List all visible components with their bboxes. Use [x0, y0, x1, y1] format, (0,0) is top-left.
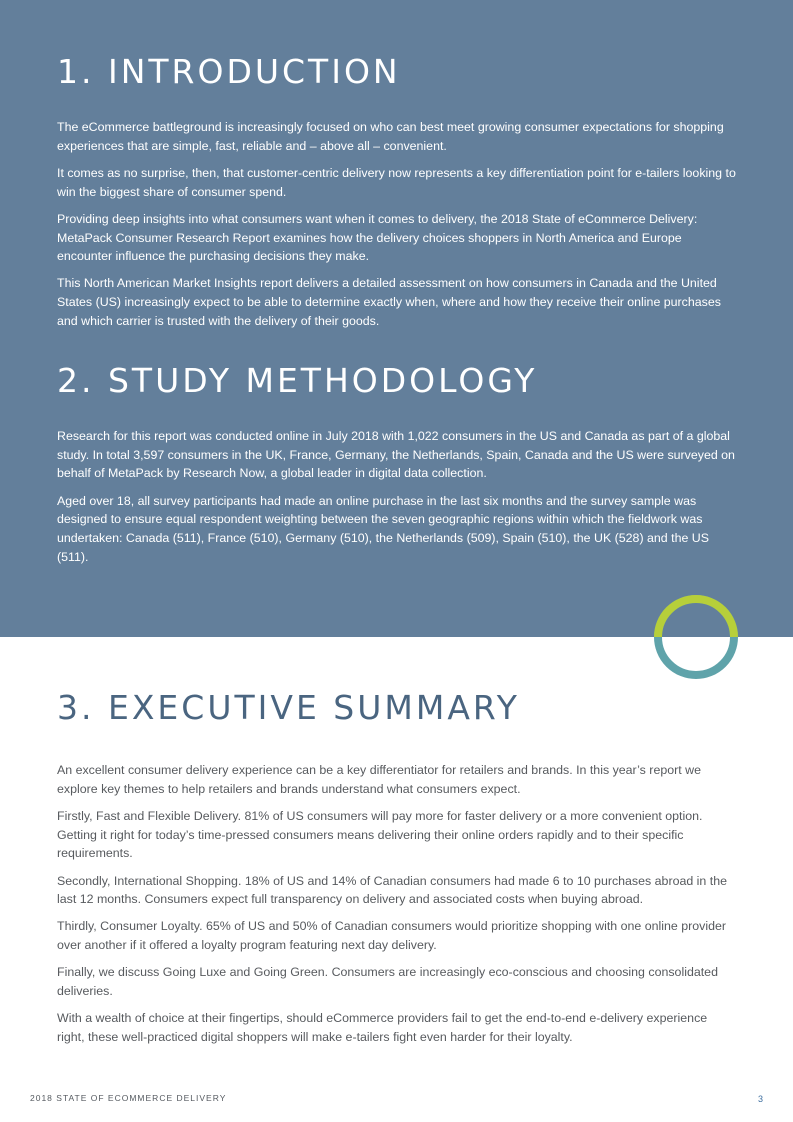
methodology-body: [57, 427, 737, 566]
methodology-section: [57, 361, 737, 575]
paragraph: Firstly, Fast and Flexible Delivery. 81% of US consumers will pay more for faster delivery or a more convenient option. Getting it right for today’s time-pressed consumers means delivering their online orders rapidly and to their specific requirements.: [57, 808, 703, 861]
footer-title: 2018 STATE OF ECOMMERCE DELIVERY: [30, 1093, 227, 1103]
introduction-section: [57, 52, 737, 339]
paragraph: With a wealth of choice at their fingertips, should eCommerce providers fail to get the end-to-end e-delivery experience right, these well-practiced digital shoppers will make e-tailers fight even harder for their loyalty.: [57, 1011, 708, 1044]
paragraph: Aged over 18, all survey participants had made an online purchase in the last six months and the survey sample was designed to ensure equal respondent weighting between the seven geographic regions within which the fieldwork was undertaken: Canada (511), France (510), Germany (510), the Netherlands (509), Spain (510), the UK (528) and the US (511).: [57, 493, 710, 564]
methodology-heading: 2. STUDY METHODOLOGY: [57, 361, 538, 400]
paragraph: Secondly, International Shopping. 18% of US and 14% of Canadian consumers had made 6 to 10 purchases abroad in the last 12 months. Consumers expect full transparency on delivery and associated costs when buying abroad.: [57, 873, 727, 907]
introduction-heading: 1. INTRODUCTION: [57, 52, 401, 91]
paragraph: This North American Market Insights report delivers a detailed assessment on how consumers in Canada and the United States (US) increasingly expect to be able to determine exactly when, where and how they receive their online purchases and which carrier is trusted with the delivery of their goods.: [57, 276, 721, 328]
paragraph: It comes as no surprise, then, that customer-centric delivery now represents a key differentiation point for e-tailers looking to win the biggest share of consumer spend.: [57, 165, 736, 199]
paragraph: Thirdly, Consumer Loyalty. 65% of US and 50% of Canadian consumers would prioritize shopping with one online provider over another if it offered a loyalty program featuring next day delivery.: [57, 919, 726, 953]
paragraph: Research for this report was conducted online in July 2018 with 1,022 consumers in the US and Canada as part of a global study. In total 3,597 consumers in the UK, France, Germany, the Netherlands, Spain, Canada and the US were surveyed on behalf of MetaPack by Research Now, a global leader in digital data collection.: [57, 429, 735, 481]
executive-summary-heading: 3. EXECUTIVE SUMMARY: [57, 688, 520, 727]
decorative-ring-icon: [652, 593, 740, 681]
executive-summary-body: [57, 761, 737, 1047]
introduction-body: [57, 118, 737, 331]
paragraph: The eCommerce battleground is increasingly focused on who can best meet growing consumer expectations for shopping experiences that are simple, fast, reliable and – above all – convenient.: [57, 120, 724, 153]
executive-summary-section: [57, 688, 737, 1055]
paragraph: Finally, we discuss Going Luxe and Going Green. Consumers are increasingly eco-conscious and choosing consolidated deliveries.: [57, 965, 718, 999]
page-number: 3: [758, 1094, 764, 1104]
paragraph: Providing deep insights into what consumers want when it comes to delivery, the 2018 State of eCommerce Delivery: MetaPack Consumer Research Report examines how the delivery choices shoppers in North America and Europe encounter influence the purchasing decisions they make.: [57, 211, 698, 264]
paragraph: An excellent consumer delivery experience can be a key differentiator for retailers and brands. In this year’s report we explore key themes to help retailers and brands understand what consumers expect.: [57, 763, 701, 796]
